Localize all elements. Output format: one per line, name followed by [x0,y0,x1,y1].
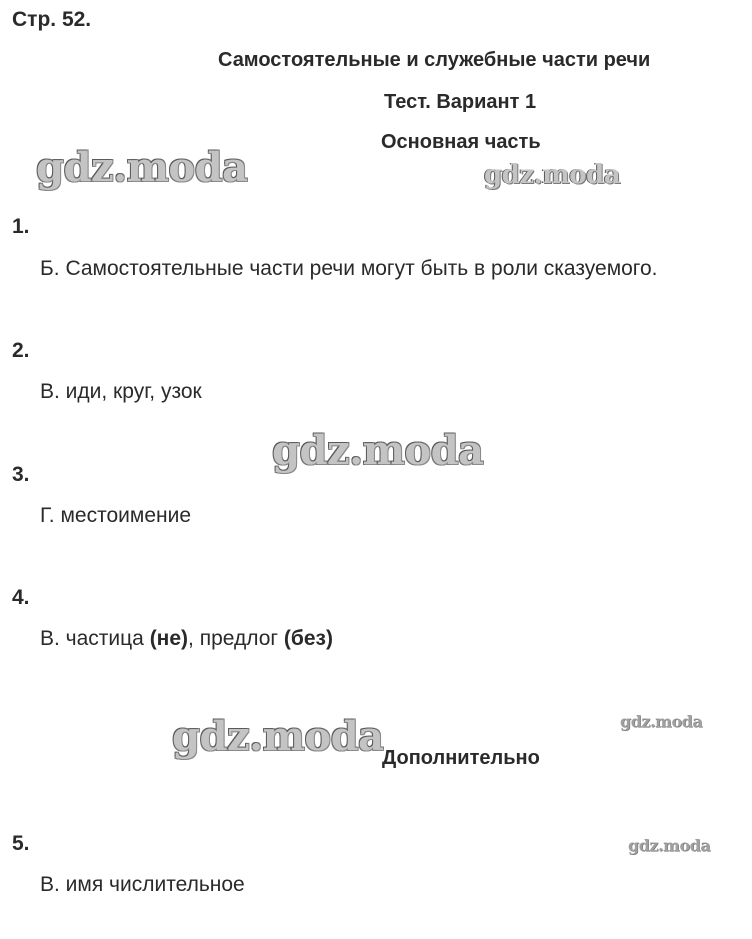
watermark-logo: gdz.moda [620,712,703,731]
question-answer [40,627,333,651]
answer-text: В. частица [40,627,150,650]
answer-text: , предлог [188,627,284,650]
question-answer: Б. Самостоятельные части речи могут быть в роли сказуемого. [40,257,658,280]
question-answer: В. иди, круг, узок [40,380,202,403]
question-number: 5. [12,832,30,855]
watermark-logo: gdz.moda [628,836,711,855]
section-heading-extra: Дополнительно [382,747,540,769]
watermark-logo: gdz.moda [172,713,384,760]
answer-emphasis: (без) [283,627,333,650]
page-title: Самостоятельные и служебные части речи [218,49,651,71]
section-heading-main: Основная часть [381,131,541,153]
question-answer: В. имя числительное [40,873,245,896]
question-number: 1. [12,215,30,238]
page-number: Стр. 52. [12,8,92,31]
watermark-logo: gdz.moda [484,160,621,190]
answer-emphasis: (не) [149,627,189,650]
test-variant-heading: Тест. Вариант 1 [384,91,537,113]
question-number: 3. [12,463,30,486]
watermark-logo: gdz.moda [272,427,484,474]
question-number: 2. [12,339,30,362]
question-answer: Г. местоимение [40,504,192,527]
question-number: 4. [12,586,30,609]
watermark-logo: gdz.moda [36,144,248,191]
